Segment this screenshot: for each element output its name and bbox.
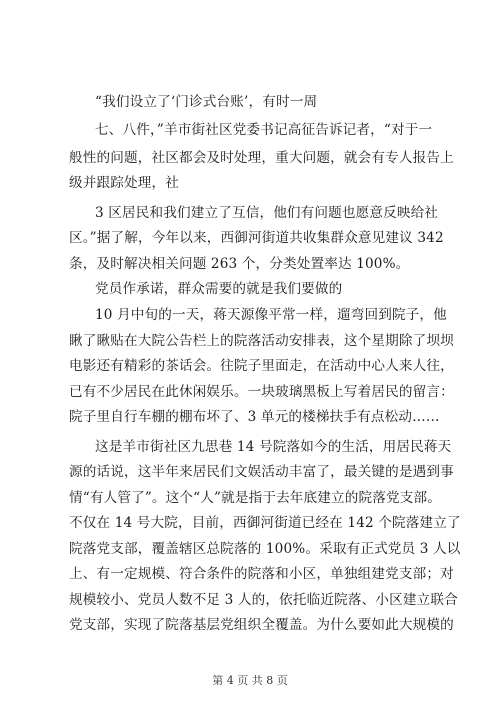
text-line: 源的话说，这半年来居民们文娱活动丰富了，最关键的是遇到事: [69, 464, 454, 480]
text-line: 区。”据了解，今年以来，西御河街道共收集群众意见建议 342: [69, 230, 444, 246]
text-line: 这是羊市街社区九思巷 14 号院落如今的生活，用居民蒋天: [95, 439, 452, 455]
page-number-footer: 第 4 页 共 8 页: [212, 674, 288, 687]
text-line: 电影还有精彩的茶话会。往院子里面走，在活动中心人来人往，: [69, 358, 454, 374]
text-line: 10 月中旬的一天，蒋天源像平常一样，遛弯回到院子，他: [95, 307, 447, 323]
text-line: 级并跟踪处理，社: [69, 175, 179, 191]
text-line: 条，及时解决相关问题 263 个，分类处置率达 100%。: [69, 256, 410, 272]
text-line: 院子里自行车棚的棚布坏了、3 单元的楼梯扶手有点松动……: [69, 409, 440, 425]
text-line: 3 区居民和我们建立了互信，他们有问题也愿意反映给社: [95, 205, 439, 221]
text-line: 规模较小、党员人数不足 3 人的，依托临近院落、小区建立联合: [69, 592, 458, 608]
section-heading: 党员作承诺，群众需要的就是我们要做的: [95, 281, 343, 297]
text-line: 院落党支部，覆盖辖区总院落的 100%。采取有正式党员 3 人以: [69, 541, 461, 557]
text-line: 上、有一定规模、符合条件的院落和小区，单独组建党支部；对: [69, 566, 454, 582]
text-line: 七、八件，”羊市街社区党委书记高征告诉记者，“对于一: [95, 122, 433, 138]
text-line: 情“有人管了”。这个“人”就是指于去年底建立的院落党支部。: [69, 490, 441, 506]
text-line: 党支部，实现了院落基层党组织全覆盖。为什么要如此大规模的: [69, 617, 454, 633]
text-line: 不仅在 14 号大院，目前，西御河街道已经在 142 个院落建立了: [69, 515, 461, 531]
text-line: 已有不少居民在此休闲娱乐。一块玻璃黑板上写着居民的留言：: [69, 384, 454, 400]
text-line: 般性的问题，社区都会及时处理，重大问题，就会有专人报告上: [69, 150, 454, 166]
text-line: 瞅了瞅贴在大院公告栏上的院落活动安排表，这个星期除了坝坝: [69, 333, 454, 349]
text-line: “我们设立了‘门诊式台账’，有时一周: [95, 94, 318, 110]
